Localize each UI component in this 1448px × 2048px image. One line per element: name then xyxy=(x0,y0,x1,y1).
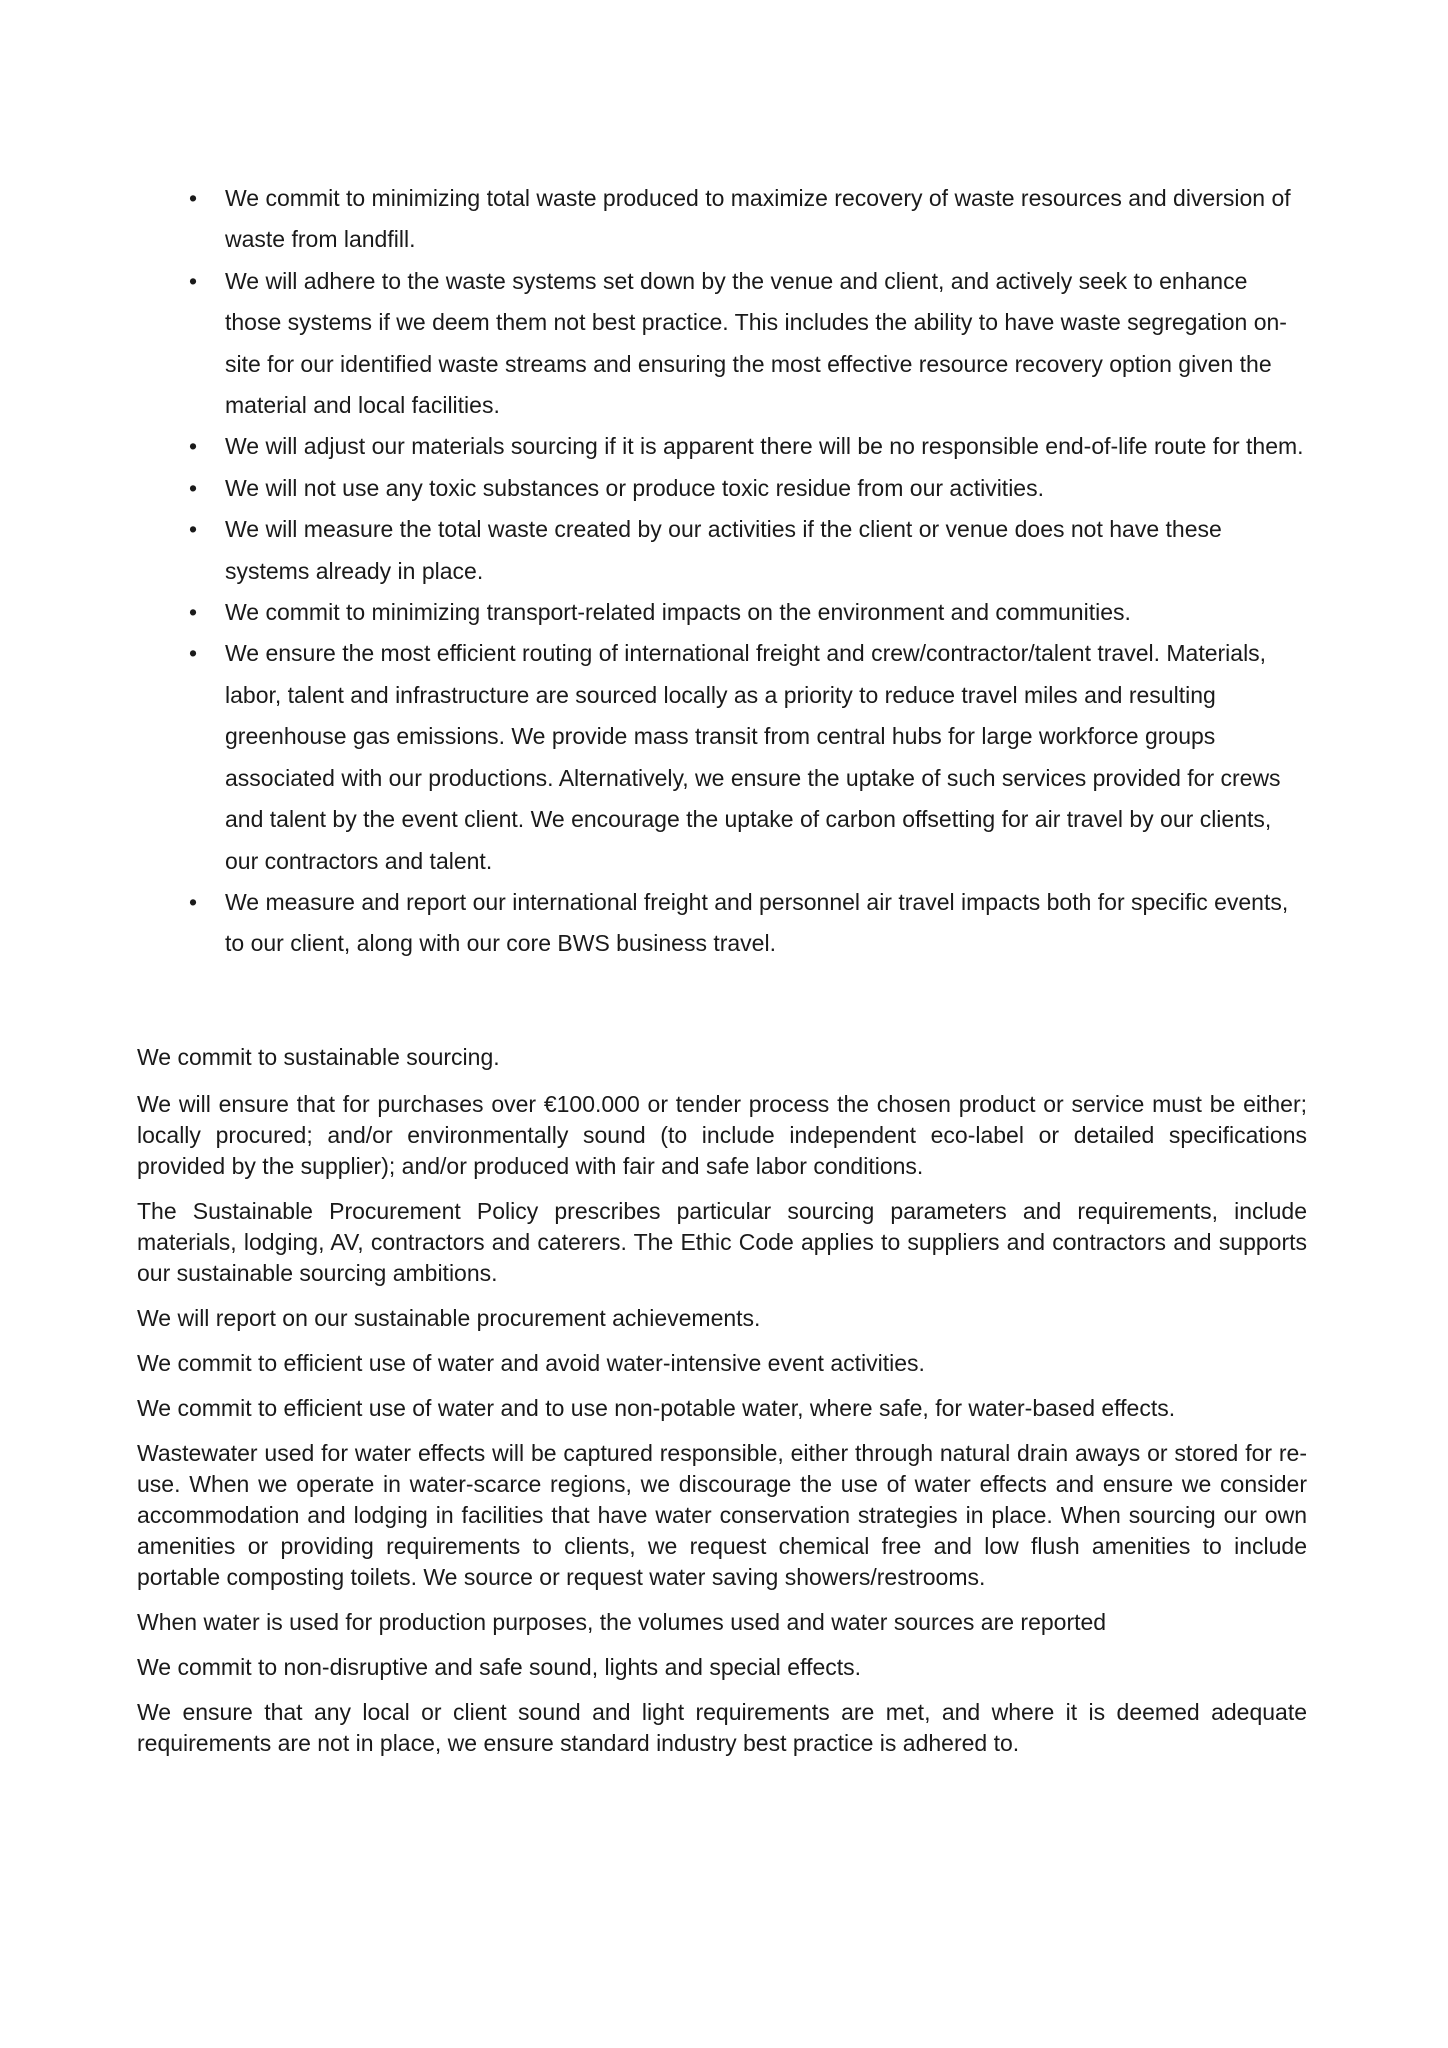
bullet-item xyxy=(183,509,1308,592)
bullet-item xyxy=(183,261,1308,427)
bullet-text: We ensure the most efficient routing of international freight and crew/contractor/talent travel. Materials, labor, talent and infrastructure are sourced locally as a priority to reduce travel miles and resulting greenhouse gas emissions. We provide mass transit from central hubs for large workforce groups associated with our productions. Alternatively, we ensure the uptake of such services provided for crews and talent by the event client. We encourage the uptake of carbon offsetting for air travel by our clients, our contractors and talent. xyxy=(225,640,1281,874)
bullet-icon: • xyxy=(188,516,198,543)
bullet-icon: • xyxy=(188,640,198,667)
paragraph: We commit to efficient use of water and avoid water-intensive event activities. xyxy=(137,1350,925,1376)
bullet-text: We will measure the total waste created by our activities if the client or venue does not have these systems already in place. xyxy=(225,516,1222,584)
bullet-text: We will adjust our materials sourcing if it is apparent there will be no responsible end-of-life route for them. xyxy=(225,433,1304,460)
paragraph: We ensure that any local or client sound and light requirements are met, and where it is deemed adequate requirements are not in place, we ensure standard industry best practice is adhered to. xyxy=(137,1699,1307,1756)
paragraph: We commit to non-disruptive and safe sound, lights and special effects. xyxy=(137,1654,862,1680)
bullet-text: We measure and report our international freight and personnel air travel impacts both for specific events, to our client, along with our core BWS business travel. xyxy=(225,888,1289,957)
paragraph: We will ensure that for purchases over €100.000 or tender process the chosen product or service must be either; locally procured; and/or environmentally sound (to include independent eco-label or detailed specifications provided by the supplier); and/or produced with fair and safe labor conditions. xyxy=(137,1091,1307,1179)
paragraph: We commit to sustainable sourcing. xyxy=(137,1044,500,1070)
bullet-icon: • xyxy=(188,599,198,626)
bullet-item xyxy=(183,468,1308,509)
bullet-list xyxy=(183,178,1308,965)
paragraph: The Sustainable Procurement Policy prescribes particular sourcing parameters and requirements, include materials, lodging, AV, contractors and caterers. The Ethic Code applies to suppliers and contractors and supports our sustainable sourcing ambitions. xyxy=(137,1198,1307,1286)
bullet-icon: • xyxy=(188,888,198,915)
paragraph: We will report on our sustainable procurement achievements. xyxy=(137,1305,761,1331)
bullet-item xyxy=(183,633,1308,881)
bullet-icon: • xyxy=(188,185,198,211)
bullet-icon: • xyxy=(188,267,198,294)
paragraph: When water is used for production purposes, the volumes used and water sources are reported xyxy=(137,1609,1107,1635)
bullet-text: We will adhere to the waste systems set down by the venue and client, and actively seek to enhance those systems if we deem them not best practice. This includes the ability to have waste segregation on-site for our identified waste streams and ensuring the most effective resource recovery option given the material and local facilities. xyxy=(225,267,1287,419)
paragraph: We commit to efficient use of water and to use non-potable water, where safe, for water-based effects. xyxy=(137,1395,1176,1421)
bullet-text: We will not use any toxic substances or produce toxic residue from our activities. xyxy=(225,474,1044,501)
bullet-item xyxy=(183,882,1308,965)
bullet-text: We commit to minimizing total waste produced to maximize recovery of waste resources and diversion of waste from landfill. xyxy=(225,185,1291,253)
bullet-item xyxy=(183,178,1308,261)
bullet-icon: • xyxy=(188,433,198,460)
body-paragraphs xyxy=(137,1042,1307,1773)
bullet-text: We commit to minimizing transport-related impacts on the environment and communities. xyxy=(225,599,1131,626)
paragraph: Wastewater used for water effects will be captured responsible, either through natural drain aways or stored for re-use. When we operate in water-scarce regions, we discourage the use of water effects and ensure we consider accommodation and lodging in facilities that have water conservation strategies in place. When sourcing our own amenities or providing requirements to clients, we request chemical free and low flush amenities to include portable composting toilets. We source or request water saving showers/restrooms. xyxy=(137,1440,1307,1590)
bullet-item xyxy=(183,426,1308,467)
bullet-icon: • xyxy=(188,474,198,501)
bullet-item xyxy=(183,592,1308,633)
